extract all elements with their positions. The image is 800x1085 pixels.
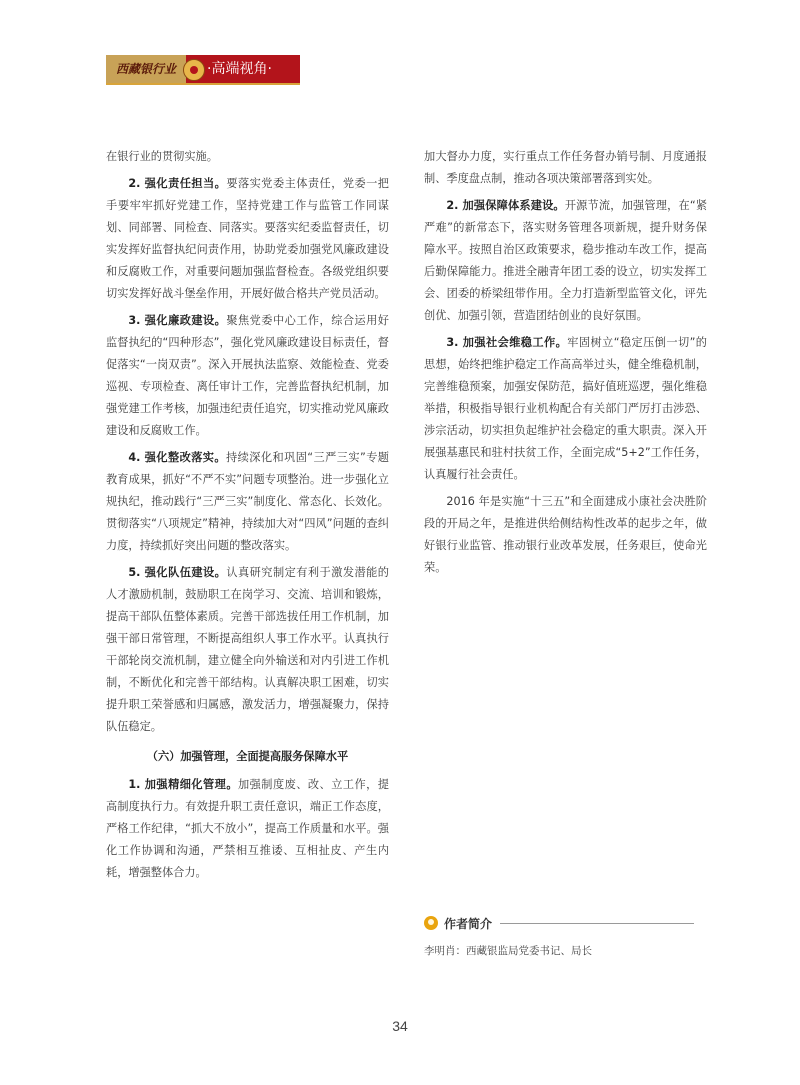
section-subheading: （六）加强管理，全面提高服务保障水平 <box>146 750 349 763</box>
author-header <box>424 913 694 933</box>
paragraph-heading: 2. 强化责任担当。 <box>128 177 227 190</box>
paragraph-heading: 2. 加强保障体系建设。 <box>446 199 565 212</box>
paragraph-heading: 4. 强化整改落实。 <box>128 451 227 464</box>
left-column <box>106 146 389 889</box>
paragraph-body: 加强制度废、改、立工作，提高制度执行力。有效提升职工责任意识，端正工作态度，严格工作纪律，“抓大不放小”，提高工作质量和水平。强化工作协调和沟通，严禁相互推诿、互相扯皮、产生内耗，增强整体合力。 <box>106 778 389 879</box>
section-banner <box>106 55 300 85</box>
section-title: ·高端视角· <box>207 61 272 77</box>
paragraph-body: 认真研究制定有利于激发潜能的人才激励机制，鼓励职工在岗学习、交流、培训和锻炼，提高干部队伍整体素质。完善干部选拔任用工作机制，加强干部日常管理，不断提高组织人事工作水平。认真执行干部轮岗交流机制，建立健全向外输送和对内引进工作机制，不断优化和完善干部结构。认真解决职工困难，切实提升职工荣誉感和归属感，激发活力，增强凝聚力，保持队伍稳定。 <box>106 566 389 733</box>
paragraph: 2016 年是实施“十三五”和全面建成小康社会决胜阶段的开局之年，是推进供给侧结构性改革的起步之年，做好银行业监管、推动银行业改革发展，任务艰巨，使命光荣。 <box>424 495 707 574</box>
author-title: 作者简介 <box>444 916 493 931</box>
paragraph <box>106 310 389 442</box>
paragraph <box>106 774 389 884</box>
paragraph-body: 牢固树立“稳定压倒一切”的思想，始终把维护稳定工作高高举过头，健全维稳机制，完善维稳预案，加强安保防范，搞好值班巡逻，强化维稳举措，积极指导银行业机构配合有关部门严厉打击涉恐、涉宗活动，切实担负起维护社会稳定的重大职责。深入开展强基惠民和驻村扶贫工作，全面完成“5+2”工作任务，认真履行社会责任。 <box>424 336 707 481</box>
divider <box>500 923 694 924</box>
paragraph <box>424 332 707 486</box>
paragraph-body: 开源节流，加强管理，在“紧严难”的新常态下，落实财务管理各项新规，提升财务保障水平。按照自治区政策要求，稳步推动车改工作，提高后勤保障能力。推进全融青年团工委的设立，切实发挥工会、团委的桥梁纽带作用。全力打造新型监管文化，评先创优、加强引领，营造团结创业的良好氛围。 <box>424 199 708 322</box>
page-number: 34 <box>392 1018 408 1034</box>
author-text: 李明肖：西藏银监局党委书记、局长 <box>424 945 592 957</box>
publication-name: 西藏银行业 <box>106 55 186 83</box>
right-column <box>424 146 707 584</box>
author-box <box>424 913 694 958</box>
paragraph: 加大督办力度，实行重点工作任务督办销号制、月度通报制、季度盘点制，推动各项决策部署落到实处。 <box>424 150 707 185</box>
paragraph <box>106 447 389 557</box>
paragraph-heading: 5. 强化队伍建设。 <box>128 566 227 579</box>
emblem-icon <box>183 59 205 81</box>
paragraph-heading: 1. 加强精细化管理。 <box>128 778 238 791</box>
author-icon <box>424 916 438 930</box>
paragraph-heading: 3. 加强社会维稳工作。 <box>446 336 568 349</box>
paragraph <box>106 562 389 738</box>
paragraph-body: 持续深化和巩固“三严三实”专题教育成果，抓好“不严不实”问题专项整治。进一步强化立规执纪，推动践行“三严三实”制度化、常态化、长效化。贯彻落实“八项规定”精神，持续加大对“四风”问题的查纠力度，持续抓好突出问题的整改落实。 <box>106 451 389 552</box>
paragraph <box>424 195 707 327</box>
paragraph-body: 要落实党委主体责任，党委一把手要牢牢抓好党建工作，坚持党建工作与监管工作同谋划、同部署、同检查、同落实。要落实纪委监督责任，切实发挥好监督执纪问责作用，协助党委加强党风廉政建设和反腐败工作，对重要问题加强监督检查。各级党组织要切实发挥好战斗堡垒作用，开展好做合格共产党员活动。 <box>106 177 389 300</box>
paragraph-body: 聚焦党委中心工作，综合运用好监督执纪的“四种形态”，强化党风廉政建设目标责任，督促落实“一岗双责”。深入开展执法监察、效能检查、党委巡视、专项检查、离任审计工作，完善监督执纪机制，加强党建工作考核，加强违纪责任追究，切实推动党风廉政建设和反腐败工作。 <box>106 314 389 437</box>
paragraph-heading: 3. 强化廉政建设。 <box>128 314 227 327</box>
paragraph: 在银行业的贯彻实施。 <box>106 150 218 163</box>
paragraph <box>106 173 389 305</box>
